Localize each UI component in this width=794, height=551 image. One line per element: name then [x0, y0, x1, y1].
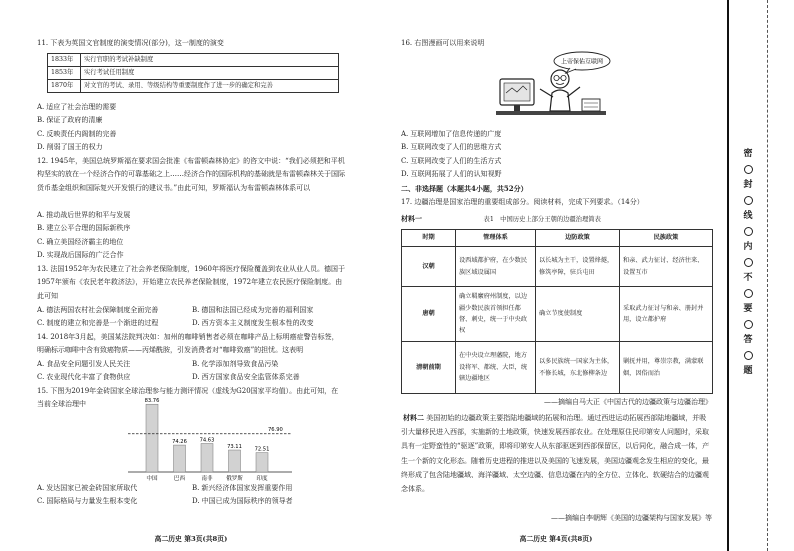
binding-dashed-line — [767, 0, 768, 551]
option-label: A. — [37, 103, 45, 111]
material2-paragraph — [401, 411, 712, 511]
q15-stem: 15. 下图为2019年金砖国家全球治理参与能力测评情况（虚线为G20国家平均值）。由此可知，在当前全球治理中 — [37, 387, 339, 409]
binding-circle — [744, 320, 753, 329]
q11-event-cell: 对文官的考试、录用、等级结构等重要制度作了进一步的确定和完善 — [81, 80, 339, 93]
binding-char: 题 — [743, 366, 753, 376]
option-text: 新兴经济体国家发挥重要作用 — [201, 484, 293, 492]
option-text: 适应了社会治理的需要 — [46, 103, 117, 111]
table-row — [402, 247, 713, 287]
q17-stem: 17. 边疆治理是国家治理的重要组成部分。阅读材料，完成下列要求。（14分） — [401, 198, 644, 206]
binding-circle — [744, 258, 753, 267]
material2-label: 材料二 — [403, 413, 424, 422]
ethnic-cell: 和亲、武力征讨、经济往来、设置互市 — [620, 247, 713, 287]
option-b — [192, 304, 347, 317]
defense-cell: 以长城为主干，设置烽燧，修筑亭障，驻兵屯田 — [536, 247, 620, 287]
option-a — [37, 209, 345, 222]
option-label: B. — [401, 143, 409, 152]
q11-event-cell: 实行考试任用制度 — [81, 67, 339, 80]
q12-stem: 12. 1945年，美国总统罗斯福在要求国会批准《布雷顿森林协定》的咨文中说：“我们必须把和平机构坚实的放在一个经济合作的可靠基础之上……经济合作的国际机构的基础就是布雷顿森林关于国际货币基金组织和国际复兴开发银行的建议书。”由此可知，罗斯福认为布雷顿森林体系可以 — [37, 157, 345, 192]
value-label: 74.63 — [199, 437, 215, 444]
binding-char: 要 — [743, 304, 753, 314]
category-label: 印度 — [256, 476, 268, 482]
option-label: D. — [192, 373, 200, 382]
option-label: C. — [37, 373, 45, 382]
option-label: A. — [37, 306, 45, 314]
option-b — [401, 141, 711, 154]
option-label: B. — [37, 116, 45, 125]
q13-stem: 13. 法国1952年为农民建立了社会养老保险制度，1960年将医疗保险覆盖到农业从业人员。德国于1957年颁布《农民老年救济法》，开始建立农民养老保险制度，1972年建立农民医疗保险制度。由此可知 — [37, 265, 345, 300]
page-footer-left: 高二历史 第3页(共8页) — [154, 535, 228, 543]
category-label: 俄罗斯 — [226, 476, 243, 482]
q11-year-cell: 1870年 — [48, 80, 81, 93]
binding-char: 封 — [743, 180, 753, 190]
option-c — [37, 495, 192, 508]
binding-char: 不 — [743, 273, 753, 283]
cartoon-caption: 上帝保佑互联网 — [560, 58, 604, 66]
option-c — [401, 155, 711, 168]
column-header: 时期 — [402, 230, 456, 247]
option-text: 建立公平合理的国际新秩序 — [46, 224, 131, 233]
period-cell: 唐朝 — [402, 287, 456, 342]
value-label: 72.51 — [254, 446, 270, 453]
material1-source: ——摘编自马大正《中国古代的边疆政策与边疆治理》 — [544, 398, 712, 406]
option-b — [192, 358, 347, 371]
admin-cell: 确立羁縻府州制度，以边疆少数民族首领担任都督、刺史，统一于中央政权 — [456, 287, 536, 342]
q11-event-cell: 实行官职的考试补缺制度 — [81, 54, 339, 67]
q11-options — [37, 101, 345, 155]
section-heading: 二、非选择题（本题共4小题，共52分） — [401, 184, 528, 193]
q11-year-cell: 1833年 — [48, 54, 81, 67]
category-label: 南非 — [201, 476, 213, 482]
q11-table — [47, 53, 339, 93]
option-text: 互联网增加了信息传递的广度 — [410, 130, 502, 138]
person-body — [550, 90, 570, 111]
option-label: D. — [401, 170, 409, 179]
bar-中国 — [146, 404, 158, 472]
option-text: 互联网拓展了人们的认知视野 — [410, 170, 502, 179]
material2-text: 美国初始的边疆政策主要指陆地疆域的拓展和治理。通过西进运动拓展西部陆地疆域，并吸引大量移民进入西部，实施新的土地政策，快速发展西部农业。在处理原住民印第安人问题时，采取具有一定野蛮性的“驱逐”政策，即将印第安人从东部驱逐到西部保留区，以后同化，融合成一体，产生一个新的文化形态。随着历史进程的推进以及美国的飞速发展，美国边疆观念发生相应的变化，最终形成了包含陆地疆域、海洋疆域、太空边疆、信息边疆在内的全方位、立体化、软硬结合的边疆观念体系。 — [401, 414, 710, 494]
value-label: 83.76 — [144, 398, 160, 405]
bar-南非 — [201, 443, 213, 472]
binding-circle — [744, 196, 753, 205]
binding-line — [727, 0, 729, 551]
option-label: D. — [192, 497, 200, 506]
option-label: A. — [37, 360, 45, 368]
option-text: 互联网改变了人们的思维方式 — [410, 143, 502, 152]
binding-circle — [744, 289, 753, 298]
option-text: 中国已成为国际秩序的领导者 — [201, 497, 293, 506]
keyboard-icon — [582, 99, 600, 111]
option-text: 发达国家已被金砖国家所取代 — [46, 484, 138, 492]
value-label: 73.11 — [227, 444, 242, 451]
option-label: A. — [37, 211, 45, 219]
column-header: 民族政策 — [620, 230, 713, 247]
option-text: 推动战后世界的和平与发展 — [46, 211, 131, 219]
q16-stem: 16. 右图漫画可以用来说明 — [401, 39, 485, 47]
option-a — [37, 482, 192, 495]
q11-year-cell: 1853年 — [48, 67, 81, 80]
material2-source: ——摘编自李朝辉《美国的边疆架构与国家发展》等 — [551, 514, 712, 522]
category-label: 巴西 — [173, 476, 186, 482]
option-text: 食品安全问题引发人民关注 — [46, 360, 131, 368]
option-c — [37, 128, 345, 141]
option-label: D. — [37, 143, 45, 152]
option-c — [37, 317, 192, 330]
option-text: 削弱了国王的权力 — [46, 143, 103, 152]
option-d — [192, 371, 347, 384]
table-caption: 表1 中国历史上部分王朝的边疆治理简表 — [483, 216, 601, 223]
option-text: 化学添加剂导致食品污染 — [201, 360, 279, 368]
option-label: C. — [401, 156, 409, 165]
binding-circle — [744, 227, 753, 236]
frontier-governance-table — [401, 229, 713, 394]
category-label: 中国 — [146, 476, 158, 482]
option-label: B. — [192, 306, 200, 314]
option-b — [192, 482, 347, 495]
option-text: 实现战后国际的广泛合作 — [46, 251, 124, 260]
ethnic-cell: 采取武力征讨与和亲、册封并用，设立都护府 — [620, 287, 713, 342]
option-label: A. — [401, 130, 409, 138]
option-text: 确立美国经济霸主的地位 — [46, 237, 124, 246]
option-text: 农业现代化丰富了食物供应 — [46, 373, 131, 382]
option-a — [37, 101, 345, 114]
q14-stem: 14. 2018年3月起，美国某法院判决如：加州的咖啡销售者必须在咖啡产品上标明癌症警告标签，明确标示咖啡中含有致癌物质——丙烯酰胺，引发消费者对“咖啡致癌”的担忧。这表明 — [37, 333, 339, 355]
value-label: 74.26 — [172, 439, 187, 446]
binding-circle — [744, 165, 753, 174]
page-footer-right: 高二历史 第4页(共8页) — [519, 535, 593, 543]
table-row — [48, 67, 339, 80]
option-b — [37, 114, 345, 127]
table-row — [402, 342, 713, 394]
q13-options — [37, 304, 347, 331]
option-label: C. — [37, 129, 45, 138]
option-c — [37, 371, 192, 384]
q14-options — [37, 358, 347, 385]
option-label: B. — [192, 484, 200, 492]
option-text: 西方资本主义制度发生根本性的改变 — [201, 319, 314, 328]
option-text: 西方国家食品安全监管体系完善 — [201, 373, 300, 382]
option-c — [37, 236, 345, 249]
option-text: 制度的建立和完善是一个渐进的过程 — [46, 319, 159, 328]
q15-options — [37, 482, 347, 509]
option-a — [401, 128, 711, 141]
column-header: 管理体系 — [456, 230, 536, 247]
material1-label: 材料一 — [401, 214, 422, 223]
option-d — [192, 317, 347, 330]
table-row — [48, 54, 339, 67]
internet-cartoon — [490, 49, 612, 129]
table-row — [48, 80, 339, 93]
bar-印度 — [256, 453, 268, 472]
option-b — [37, 222, 345, 235]
defense-cell: 以多民族统一国家为主体，不修长城，东北修柳条边 — [536, 342, 620, 394]
option-label: C. — [37, 497, 45, 506]
option-label: C. — [37, 319, 45, 328]
column-header: 边防政策 — [536, 230, 620, 247]
option-d — [192, 495, 347, 508]
option-d — [37, 249, 345, 262]
option-text: 德法两国农村社会保障制度全面完善 — [46, 306, 159, 314]
table-row — [402, 287, 713, 342]
q16-options — [401, 128, 711, 182]
option-label: B. — [192, 360, 200, 368]
q11-stem: 11. 下表为英国文官制度的演变情况(部分)，这一制度的演变 — [37, 39, 224, 47]
binding-char: 线 — [743, 211, 753, 221]
option-d — [37, 141, 345, 154]
material1-heading — [401, 212, 711, 227]
option-text: 反映责任内阁制的完善 — [46, 129, 117, 138]
option-text: 保证了政府的清廉 — [46, 116, 103, 125]
ethnic-cell: 剿抚并用，尊崇宗教，满蒙联姻，因俗而治 — [620, 342, 713, 394]
admin-cell: 设西域都护府，在少数民族区域设属国 — [456, 247, 536, 287]
bar-巴西 — [174, 445, 186, 472]
binding-char: 答 — [743, 335, 753, 345]
option-d — [401, 168, 711, 181]
binding-char: 密 — [743, 149, 753, 159]
option-label: D. — [37, 251, 45, 260]
bar-chart — [120, 398, 300, 484]
option-label: C. — [37, 237, 45, 246]
monitor-stand — [514, 105, 520, 111]
period-cell: 汉朝 — [402, 247, 456, 287]
option-label: B. — [37, 224, 45, 233]
option-text: 互联网改变了人们的生活方式 — [410, 156, 502, 165]
q12-options — [37, 209, 345, 263]
option-label: D. — [192, 319, 200, 328]
period-cell: 清朝前期 — [402, 342, 456, 394]
bar-俄罗斯 — [229, 450, 241, 472]
binding-circle — [744, 351, 753, 360]
table-header-row — [402, 230, 713, 247]
defense-cell: 确立节度使制度 — [536, 287, 620, 342]
binding-char: 内 — [743, 242, 753, 252]
reference-line-label: 76.90 — [268, 427, 283, 434]
admin-cell: 在中央设立理藩院，地方设将军、都统、大臣，统辖边疆地区 — [456, 342, 536, 394]
option-a — [37, 304, 192, 317]
option-text: 德国和法国已经成为完善的福利国家 — [201, 306, 314, 314]
option-a — [37, 358, 192, 371]
option-text: 国际格局与力量发生根本变化 — [46, 497, 138, 506]
option-label: A. — [37, 484, 45, 492]
